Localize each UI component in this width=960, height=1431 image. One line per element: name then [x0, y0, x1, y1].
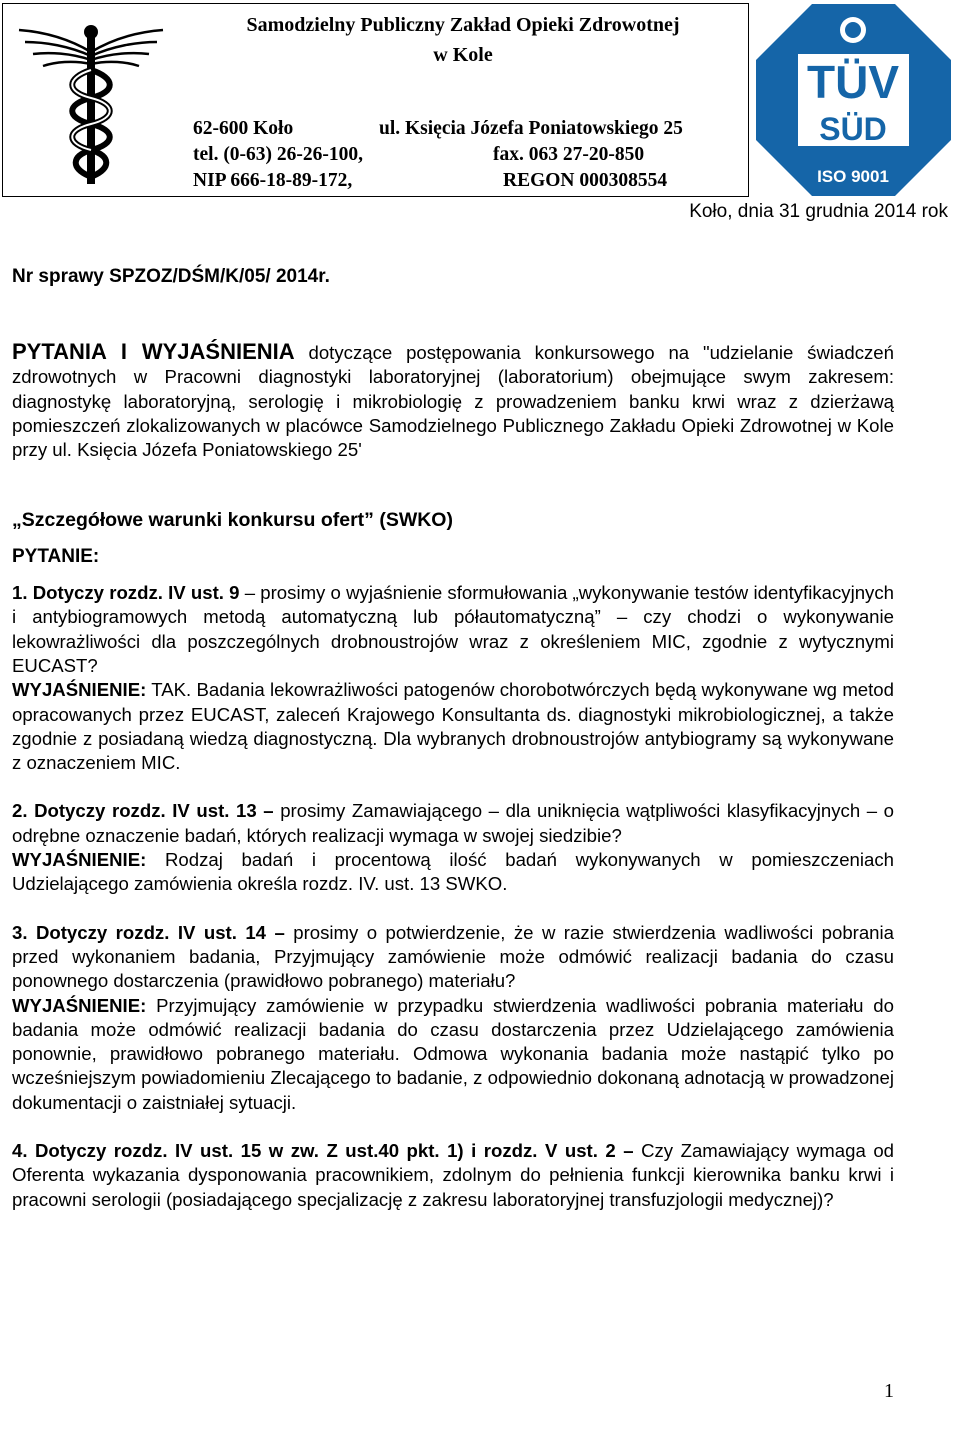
swko-title: „Szczegółowe warunki konkursu ofert” (SWKO)	[12, 509, 453, 532]
answer-3	[12, 994, 894, 1115]
answer-2	[12, 848, 894, 897]
letterhead	[2, 3, 749, 197]
phone-number: tel. (0-63) 26-26-100,	[193, 144, 364, 165]
answer-1-text: TAK. Badania lekowrażliwości patogenów chorobotwórczych będą wykonywane wg metod opracowanych przez EUCAST, zaleceń Krajowego Konsultanta ds. diagnostyki mikrobiologicznej, a także zgodnie z posiadaną wiedzą diagnostyczną. Dla wybranych drobnoustrojów antybiogramy są wykonywane z oznaczeniem MIC.	[12, 679, 894, 774]
answer-1-label: WYJAŚNIENIE:	[12, 679, 147, 701]
answer-2-text: Rodzaj badań i procentową ilość badań wykonywanych w pomieszczeniach Udzielającego zamówienia określa rozdz. IV. ust. 13 SWKO.	[12, 849, 894, 895]
street-address: ul. Księcia Józefa Poniatowskiego 25	[379, 118, 683, 139]
question-3-ref: 3. Dotyczy rozdz. IV ust. 14 –	[12, 921, 285, 943]
question-4	[12, 1139, 894, 1212]
cert-brand-top: TÜV	[807, 56, 899, 108]
address-line	[193, 116, 683, 142]
answer-2-label: WYJAŚNIENIE:	[12, 849, 147, 871]
question-4-ref: 4. Dotyczy rozdz. IV ust. 15 w zw. Z ust.40 pkt. 1) i rozdz. V ust. 2 –	[12, 1140, 634, 1162]
question-4-text: Czy Zamawiający wymaga od Oferenta wykazania dysponowania pracownikiem, zdolnym do pełnienia funkcji kierownika banku krwi i pracowni serologii (posiadającego specjalizację z zakresu laboratoryjnej transfuzjologii medycznej)?	[12, 1140, 894, 1210]
question-1-ref: 1. Dotyczy rozdz. IV ust. 9	[12, 582, 240, 604]
caduceus-logo-icon	[11, 10, 171, 192]
document-body	[12, 340, 894, 1212]
pytanie-label: PYTANIE:	[12, 545, 100, 567]
case-number: Nr sprawy SPZOZ/DŚM/K/05/ 2014r.	[12, 266, 330, 287]
fax-number: fax. 063 27-20-850	[493, 144, 645, 165]
page-number: 1	[884, 1380, 894, 1402]
answer-3-label: WYJAŚNIENIE:	[12, 994, 147, 1016]
institution-name-line1: Samodzielny Publiczny Zakład Opieki Zdrowotnej	[246, 14, 680, 36]
question-2-ref: 2. Dotyczy rozdz. IV ust. 13 –	[12, 800, 274, 822]
registry-line	[193, 168, 668, 194]
institution-name-line2: w Kole	[433, 44, 493, 66]
question-1-text: – prosimy o wyjaśnienie sformułowania „wykonywanie testów identyfikacyjnych i antybiogramowych metodą automatyczną lub półautomatyczną” – czy chodzi o wykonywanie lekowrażliwości dla poszczególnych drobnoustrojów wraz z określeniem MIC, zgodnie z wytycznymi EUCAST?	[12, 582, 894, 676]
question-3-text: prosimy o potwierdzenie, że w razie stwierdzenia wadliwości pobrania przed wykonaniem badania, Przyjmujący zamówienie może odmówić realizacji badania do czasu ponownego dostarczenia (prawidłowo pobranego) materiału?	[12, 921, 894, 992]
intro-lead: PYTANIA I WYJAŚNIENIA	[12, 339, 295, 364]
intro-paragraph	[12, 340, 894, 462]
postal-code: 62-600 Koło	[193, 118, 294, 139]
question-3	[12, 921, 894, 994]
cert-iso: ISO 9001	[817, 167, 889, 186]
intro-text: dotyczące postępowania konkursowego na "udzielanie świadczeń zdrowotnych w Pracowni diagnostyki laboratoryjnej (laboratorium) obejmujące swym zakresem: diagnostykę laboratoryjną, serologię i mikrobiologię z prowadzeniem banku krwi wraz z dzierżawą pomieszczeń zlokalizowanych w placówce Samodzielnego Publicznego Zakładu Opieki Zdrowotnej w Kole przy ul. Księcia Józefa Poniatowskiego 25'	[12, 342, 894, 461]
phone-fax-line	[193, 142, 645, 168]
question-2	[12, 799, 894, 848]
question-1	[12, 581, 894, 678]
institution-name	[183, 10, 743, 70]
answer-1	[12, 678, 894, 775]
regon-number: REGON 000308554	[503, 170, 668, 191]
question-2-text: prosimy Zamawiającego – dla uniknięcia wątpliwości klasyfikacyjnych – o odrębne oznaczenie badań, których realizacji wymaga w swojej siedzibie?	[12, 800, 894, 846]
tuv-sud-iso-logo-icon	[754, 2, 953, 198]
cert-brand-bottom: SÜD	[819, 111, 887, 147]
document-date: Koło, dnia 31 grudnia 2014 rok	[689, 201, 948, 222]
nip-number: NIP 666-18-89-172,	[193, 170, 353, 191]
answer-3-text: Przyjmujący zamówienie w przypadku stwierdzenia wadliwości pobrania materiału do badania może odmówić realizacji badania do czasu dostarczenia przez Udzielającego zamówienia ponownie, prawidłowo pobranego materiału. Odmowa wykonania badania może nastąpić tylko po wcześniejszym powiadomieniu Zlecającego to badanie, z odpowiednio dokonaną adnotacją w prowadzonej dokumentacji o zaistniałej sytuacji.	[12, 994, 894, 1113]
